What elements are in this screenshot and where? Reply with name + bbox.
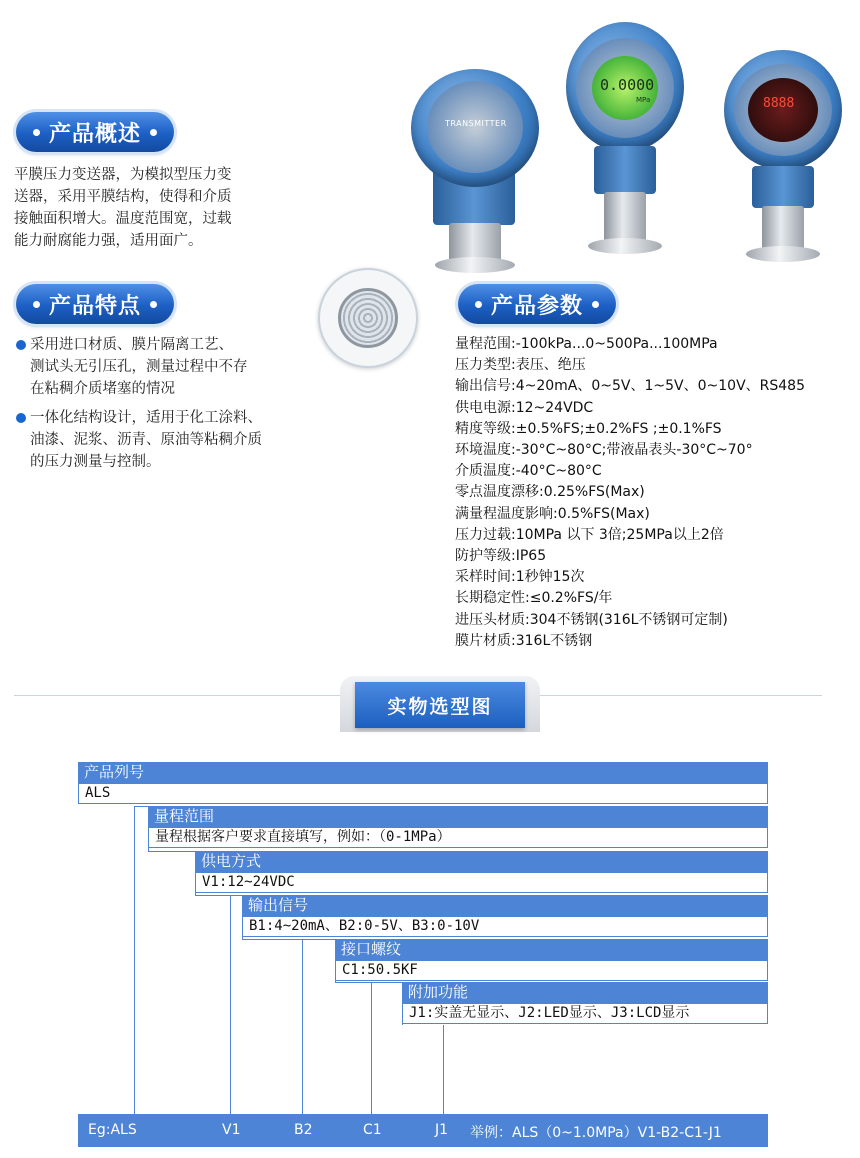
transmitter-blind-cover-image xyxy=(405,55,545,275)
overview-title: 产品概述 xyxy=(16,112,174,152)
row-value-thread: C1:50.5KF xyxy=(335,960,768,981)
example-j: J1 xyxy=(435,1122,449,1138)
params-list: 量程范围:-100kPa...0~500Pa...100MPa 压力类型:表压、绝压 输出信号:4~20mA、0~5V、1~5V、0~10V、RS485 供电电源:12~24VDC 精度等级:±0.5%FS;±0.2%FS ;±0.1%FS 环境温度:-30°C~80°C;带液晶表头-30°C~70° 介质温度:-40°C~80°C 零点温度漂移:0.25%FS(Max) 满量程温度影响:0.5%FS(Max) 压力过载:10MPa 以下 3倍;25MPa以上2倍 防护等级:IP65 采样时间:1秒钟15次 长期稳定性:≤0.2%FS/年 进压头材质:304不锈钢(316L不锈钢可定制) 膜片材质:316L不锈钢 xyxy=(455,336,805,649)
housing-label: TRANSMITTER xyxy=(445,119,507,128)
connector-line xyxy=(134,806,135,1114)
example-c: C1 xyxy=(363,1122,382,1138)
led-reading: 8888 xyxy=(763,96,795,111)
row-header-extra: 附加功能 xyxy=(402,982,768,1003)
dot-icon xyxy=(592,301,599,308)
example-v: V1 xyxy=(222,1122,241,1138)
dot-icon xyxy=(33,301,40,308)
example-eg: Eg:ALS xyxy=(88,1122,137,1138)
features-title: 产品特点 xyxy=(16,284,174,324)
row-header-thread: 接口螺纹 xyxy=(335,939,768,960)
dot-icon xyxy=(150,129,157,136)
example-b: B2 xyxy=(294,1122,313,1138)
dot-icon xyxy=(150,301,157,308)
example-text: 举例：ALS（0~1.0MPa）V1-B2-C1-J1 xyxy=(470,1125,722,1141)
params-title: 产品参数 xyxy=(458,284,616,324)
row-value-power: V1:12~24VDC xyxy=(195,872,768,893)
example-bar xyxy=(78,1114,768,1147)
row-header-product-code: 产品列号 xyxy=(78,762,768,783)
diaphragm-closeup-image xyxy=(318,268,418,368)
connector-line xyxy=(230,896,231,1114)
lcd-reading: 0.0000 xyxy=(600,76,655,94)
bullet-icon xyxy=(16,340,26,350)
feature-item-2: 一体化结构设计，适用于化工涂料、 油漆、泥浆、沥青、原油等粘稠介质 的压力测量与控制。 xyxy=(30,407,262,473)
connector-line xyxy=(443,1025,444,1114)
row-value-extra: J1:实盖无显示、J2:LED显示、J3:LCD显示 xyxy=(402,1003,768,1024)
row-value-product-code: ALS xyxy=(78,783,768,804)
transmitter-lcd-image xyxy=(560,18,690,280)
transmitter-led-image xyxy=(718,46,848,276)
overview-text: 平膜压力变送器，为模拟型压力变 送器，采用平膜结构，使得和介质 接触面积增大。温度范围宽，过载 能力耐腐能力强，适用面广。 xyxy=(14,167,232,249)
dot-icon xyxy=(475,301,482,308)
row-header-power: 供电方式 xyxy=(195,851,768,872)
lcd-unit: MPa xyxy=(636,96,651,104)
bullet-icon xyxy=(16,413,26,423)
connector-line xyxy=(371,982,372,1114)
dot-icon xyxy=(33,129,40,136)
row-value-range: 量程根据客户要求直接填写，例如：（0-1MPa） xyxy=(148,827,768,848)
selection-title: 实物选型图 xyxy=(355,682,525,728)
row-header-output: 输出信号 xyxy=(242,895,768,916)
row-value-output: B1:4~20mA、B2:0-5V、B3:0-10V xyxy=(242,916,768,937)
connector-line xyxy=(302,939,303,1114)
row-header-range: 量程范围 xyxy=(148,806,768,827)
feature-item-1: 采用进口材质、膜片隔离工艺、 测试头无引压孔，测量过程中不存 在粘稠介质堵塞的情况 xyxy=(30,334,248,400)
